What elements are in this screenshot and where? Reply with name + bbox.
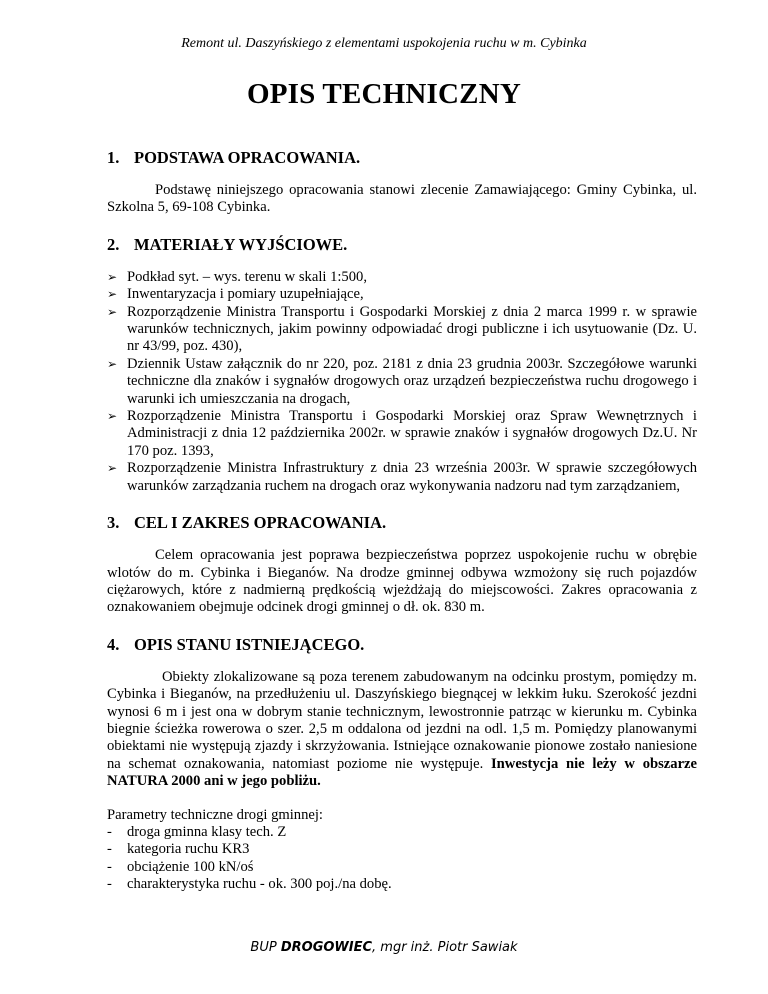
section-heading: 4. OPIS STANU ISTNIEJĄCEGO. (107, 634, 365, 654)
section-1 (107, 148, 697, 217)
document-body (107, 148, 697, 894)
technical-parameters (107, 807, 697, 894)
list-item: - charakterystyka ruchu - ok. 300 poj./na dobę. (107, 876, 392, 893)
list-item: - kategoria ruchu KR3 (107, 841, 250, 858)
list-item: ➢ Podkład syt. – wys. terenu w skali 1:500, (107, 268, 367, 285)
section-3 (107, 513, 697, 617)
document-title: OPIS TECHNICZNY (247, 78, 521, 110)
materials-list (107, 269, 697, 495)
section-2 (107, 235, 697, 495)
section-heading: 1. PODSTAWA OPRACOWANIA. (107, 148, 361, 167)
arrow-bullet-icon: ➢ (107, 304, 118, 319)
section-heading: 2. MATERIAŁY WYJŚCIOWE. (107, 234, 348, 254)
arrow-bullet-icon: ➢ (107, 409, 118, 424)
running-header: Remont ul. Daszyńskiego z elementami uspokojenia ruchu w m. Cybinka (181, 36, 587, 51)
list-item: ➢ Dziennik Ustaw załącznik do nr 220, poz. 2181 z dnia 23 grudnia 2003r. Szczegółowe warunki techniczne dla znaków i sygnałów drogowych oraz urządzeń bezpieczeństwa ruchu drogowego i warunki ich umieszczania na drogach, (107, 355, 697, 407)
list-item: - droga gminna klasy tech. Z (107, 823, 287, 840)
list-item: ➢ Rozporządzenie Ministra Transportu i Gospodarki Morskiej oraz Spraw Wewnętrznych i Administracji z dnia 12 października 2002r. w sprawie znaków i sygnałów drogowych Dz.U. Nr 170 poz. 1393, (107, 408, 697, 459)
company-brand: DROGOWIEC (280, 940, 373, 955)
list-item: - obciążenie 100 kN/oś (107, 858, 254, 875)
arrow-bullet-icon: ➢ (107, 287, 118, 302)
section-paragraph: Podstawę niniejszego opracowania stanowi zlecenie Zamawiającego: Gminy Cybinka, ul. Szkolna 5, 69-108 Cybinka. (107, 182, 697, 216)
arrow-bullet-icon: ➢ (107, 356, 118, 371)
natura-statement: Inwestycja nie leży w obszarze NATURA 2000 ani w jego pobliżu. (107, 755, 697, 790)
parameters-title: Parametry techniczne drogi gminnej: (107, 806, 323, 823)
arrow-bullet-icon: ➢ (107, 269, 118, 284)
section-heading: 3. CEL I ZAKRES OPRACOWANIA. (107, 513, 387, 533)
list-item: ➢ Rozporządzenie Ministra Transportu i Gospodarki Morskiej z dnia 2 marca 1999 r. w sprawie warunków technicznych, jakim powinny odpowiadać drogi publiczne i ich usytuowanie (Dz. U. nr 43/99, poz. 430), (107, 303, 697, 355)
section-paragraph: Obiekty zlokalizowane są poza terenem zabudowanym na odcinku prostym, pomiędzy m. Cybinka i Bieganów, na przedłużeniu ul. Daszyńskiego biegnącej w lekkim łuku. Szerokość jezdni wynosi 6 m i jest ona w dobrym stanie technicznym, lewostronnie patrząc w kierunku m. Cybinka biegnie ścieżka rowerowa o szer. 2,5 m oddalona od jezdni na odl. 1,5 m. Pomiędzy planowanymi obiektami nie występują zjazdy i skrzyżowania. Istniejące oznakowanie pionowe zostało naniesione na schemat oznakowania, natomiast poziome nie występuje. Inwestycja nie leży w obszarze NATURA 2000 ani w jego pobliżu. (107, 668, 697, 790)
list-item: ➢ Rozporządzenie Ministra Infrastruktury z dnia 23 września 2003r. W sprawie szczegółowych warunków zarządzania ruchem na drogach oraz wykonywania nadzoru nad tym zarządzaniem, (107, 460, 697, 494)
section-4 (107, 635, 697, 791)
page-footer: BUP DROGOWIEC, mgr inż. Piotr Sawiak (250, 940, 518, 955)
arrow-bullet-icon: ➢ (107, 461, 118, 476)
section-paragraph: Celem opracowania jest poprawa bezpieczeństwa poprzez uspokojenie ruchu w obrębie wlotów do m. Cybinka i Bieganów. Na drodze gminnej odbywa wzmożony się ruch pojazdów ciężarowych, które z nadmierną prędkością wjeżdżają do miejscowości. Zakres opracowania z oznakowaniem obejmuje odcinek drogi gminnej o dł. ok. 830 m. (107, 547, 697, 616)
list-item: ➢ Inwentaryzacja i pomiary uzupełniające, (107, 286, 364, 303)
